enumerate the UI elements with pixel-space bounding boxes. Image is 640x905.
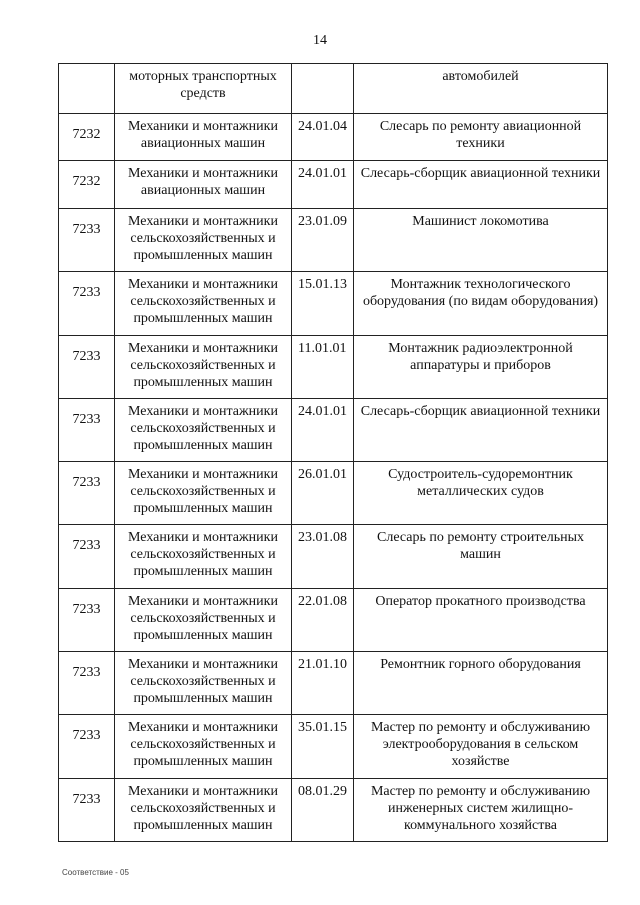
- occupation-group-cell: Механики и монтажники сельскохозяйственных и промышленных машин: [115, 589, 292, 652]
- professions-table: [58, 63, 608, 842]
- occupation-code-cell: 7233: [59, 399, 115, 462]
- occupation-group-cell: Механики и монтажники сельскохозяйственных и промышленных машин: [115, 525, 292, 589]
- profession-name-cell: Слесарь-сборщик авиационной техники: [354, 161, 608, 209]
- occupation-group-cell: Механики и монтажники сельскохозяйственных и промышленных машин: [115, 715, 292, 779]
- table-row: [59, 652, 608, 715]
- profession-number-cell: 23.01.08: [292, 525, 354, 589]
- profession-number-cell: 15.01.13: [292, 272, 354, 336]
- occupation-code-cell: 7233: [59, 272, 115, 336]
- occupation-code-cell: 7232: [59, 114, 115, 161]
- table-row: [59, 209, 608, 272]
- occupation-group-cell: Механики и монтажники сельскохозяйственных и промышленных машин: [115, 399, 292, 462]
- profession-number-cell: 08.01.29: [292, 779, 354, 842]
- occupation-code-cell: 7233: [59, 209, 115, 272]
- occupation-group-cell: Механики и монтажники сельскохозяйственных и промышленных машин: [115, 462, 292, 525]
- profession-number-cell: [292, 64, 354, 114]
- occupation-code-cell: [59, 64, 115, 114]
- occupation-group-cell: Механики и монтажники сельскохозяйственных и промышленных машин: [115, 652, 292, 715]
- occupation-code-cell: 7232: [59, 161, 115, 209]
- table-row: [59, 336, 608, 399]
- profession-name-cell: Судостроитель-судоремонтник металлических судов: [354, 462, 608, 525]
- occupation-group-cell: Механики и монтажники авиационных машин: [115, 161, 292, 209]
- table-row: [59, 399, 608, 462]
- profession-name-cell: Мастер по ремонту и обслуживанию инженерных систем жилищно-коммунального хозяйства: [354, 779, 608, 842]
- occupation-code-cell: 7233: [59, 525, 115, 589]
- professions-table-container: [58, 63, 607, 842]
- occupation-group-cell: Механики и монтажники сельскохозяйственных и промышленных машин: [115, 272, 292, 336]
- profession-number-cell: 26.01.01: [292, 462, 354, 525]
- table-row: [59, 462, 608, 525]
- profession-number-cell: 23.01.09: [292, 209, 354, 272]
- page-footer: Соответствие - 05: [62, 868, 129, 877]
- profession-number-cell: 24.01.01: [292, 161, 354, 209]
- occupation-group-cell: Механики и монтажники сельскохозяйственных и промышленных машин: [115, 779, 292, 842]
- profession-name-cell: Монтажник технологического оборудования (по видам оборудования): [354, 272, 608, 336]
- profession-number-cell: 11.01.01: [292, 336, 354, 399]
- profession-name-cell: Слесарь-сборщик авиационной техники: [354, 399, 608, 462]
- occupation-code-cell: 7233: [59, 336, 115, 399]
- profession-number-cell: 24.01.04: [292, 114, 354, 161]
- page-number: 14: [313, 33, 327, 48]
- profession-name-cell: Мастер по ремонту и обслуживанию электрооборудования в сельском хозяйстве: [354, 715, 608, 779]
- occupation-group-cell: Механики и монтажники авиационных машин: [115, 114, 292, 161]
- profession-number-cell: 24.01.01: [292, 399, 354, 462]
- profession-name-cell: Ремонтник горного оборудования: [354, 652, 608, 715]
- profession-number-cell: 22.01.08: [292, 589, 354, 652]
- profession-name-cell: Машинист локомотива: [354, 209, 608, 272]
- table-row: [59, 715, 608, 779]
- occupation-code-cell: 7233: [59, 652, 115, 715]
- occupation-code-cell: 7233: [59, 779, 115, 842]
- profession-number-cell: 35.01.15: [292, 715, 354, 779]
- occupation-code-cell: 7233: [59, 589, 115, 652]
- table-row: [59, 779, 608, 842]
- table-row: [59, 525, 608, 589]
- table-row: [59, 114, 608, 161]
- occupation-group-cell: Механики и монтажники сельскохозяйственных и промышленных машин: [115, 336, 292, 399]
- occupation-group-cell: моторных транспортных средств: [115, 64, 292, 114]
- occupation-code-cell: 7233: [59, 462, 115, 525]
- profession-name-cell: Монтажник радиоэлектронной аппаратуры и приборов: [354, 336, 608, 399]
- table-row: [59, 161, 608, 209]
- table-row: [59, 272, 608, 336]
- profession-name-cell: Слесарь по ремонту строительных машин: [354, 525, 608, 589]
- profession-name-cell: Оператор прокатного производства: [354, 589, 608, 652]
- table-row: [59, 64, 608, 114]
- profession-name-cell: Слесарь по ремонту авиационной техники: [354, 114, 608, 161]
- occupation-code-cell: 7233: [59, 715, 115, 779]
- occupation-group-cell: Механики и монтажники сельскохозяйственных и промышленных машин: [115, 209, 292, 272]
- profession-name-cell: автомобилей: [354, 64, 608, 114]
- profession-number-cell: 21.01.10: [292, 652, 354, 715]
- table-row: [59, 589, 608, 652]
